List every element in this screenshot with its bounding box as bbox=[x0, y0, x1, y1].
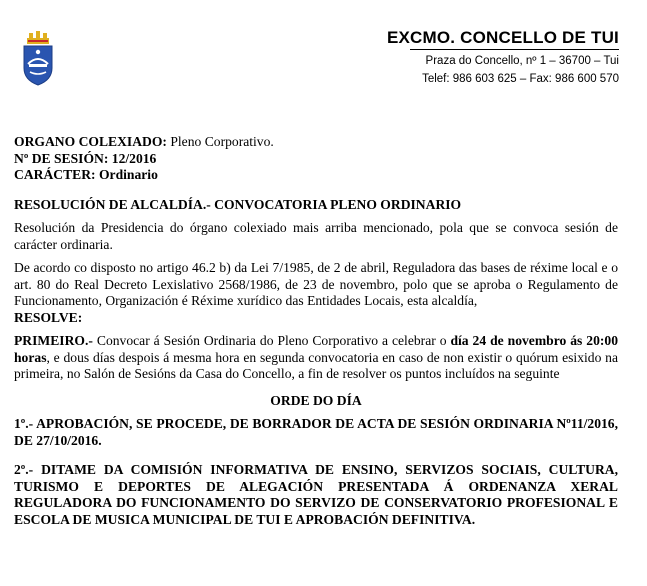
character-value: Ordinario bbox=[98, 167, 158, 182]
organ-line bbox=[14, 134, 618, 151]
resolution-title: RESOLUCIÓN DE ALCALDÍA.- CONVOCATORIA PLENO ORDINARIO bbox=[14, 196, 462, 212]
session-value: 12/2016 bbox=[111, 150, 157, 166]
agenda-item: 1º.- APROBACIÓN, SE PROCEDE, DE BORRADOR DE ACTA DE SESIÓN ORDINARIA Nº11/2016, DE 27/10/2016. bbox=[14, 416, 618, 448]
municipal-crest-icon bbox=[20, 30, 56, 86]
session-meta bbox=[14, 134, 618, 184]
organization-address: Praza do Concello, nº 1 – 36700 – Tui bbox=[425, 55, 619, 67]
organization-name: EXCMO. CONCELLO DE TUI bbox=[386, 28, 619, 47]
document-body bbox=[14, 134, 618, 528]
primeiro-text-continued: , e dous días despois á mesma hora en segunda convocatoria en caso de non existir o quórum esixido na primeira, no Salón de Sesións da Casa do Concello, a fin de resolver os puntos incluídos na seguinte bbox=[14, 349, 618, 381]
header-rule bbox=[410, 49, 619, 50]
primeiro-label: PRIMEIRO.- bbox=[14, 333, 93, 348]
agenda-item: 2º.- DITAME DA COMISIÓN INFORMATIVA DE ENSINO, SERVIZOS SOCIAIS, CULTURA, TURISMO E DEPORTES DE ALEGACIÓN PRESENTADA Á ORDENANZA XERAL REGULADORA DO FUNCIONAMENTO DO SERVIZO DE CONSERVATORIO PROFESIONAL E ESCOLA DE MUSICA MUNICIPAL DE TUI E APROBACIÓN DEFINITIVA. bbox=[14, 462, 618, 527]
session-label: Nº DE SESIÓN: bbox=[14, 150, 109, 166]
session-date: día 24 de novembro ás 20:00 horas bbox=[14, 333, 618, 365]
resolve-label: RESOLVE: bbox=[14, 309, 83, 325]
intro-paragraph: Resolución da Presidencia do órgano colexiado mais arriba mencionado, pola que se convoca sesión de carácter ordinaria. bbox=[14, 220, 618, 252]
character-line bbox=[14, 167, 618, 184]
character-label: CARÁCTER: bbox=[14, 167, 96, 182]
primeiro-paragraph bbox=[14, 333, 618, 383]
primeiro-text: Convocar á Sesión Ordinaria do Pleno Corporativo a celebrar o bbox=[92, 333, 451, 348]
organization-phone-fax: Telef: 986 603 625 – Fax: 986 600 570 bbox=[422, 73, 619, 85]
legal-basis-text: De acordo co disposto no artigo 46.2 b) da Lei 7/1985, de 2 de abril, Reguladora das bases de réxime local e o art. 80 do Real Decreto Lexislativo 2568/1986, de 23 de novembro, polo que se aproba o Regulamento de Funcionamento, Organización é Réxime xurídico das Entidades Locais, esta alcaldía, bbox=[14, 260, 618, 308]
legal-basis-paragraph bbox=[14, 260, 618, 326]
agenda-title: ORDE DO DÍA bbox=[270, 392, 362, 408]
letterhead bbox=[0, 0, 647, 100]
organ-label: ORGANO COLEXIADO: bbox=[14, 134, 167, 149]
session-line bbox=[14, 151, 618, 168]
organ-value: Pleno Corporativo. bbox=[170, 134, 274, 149]
